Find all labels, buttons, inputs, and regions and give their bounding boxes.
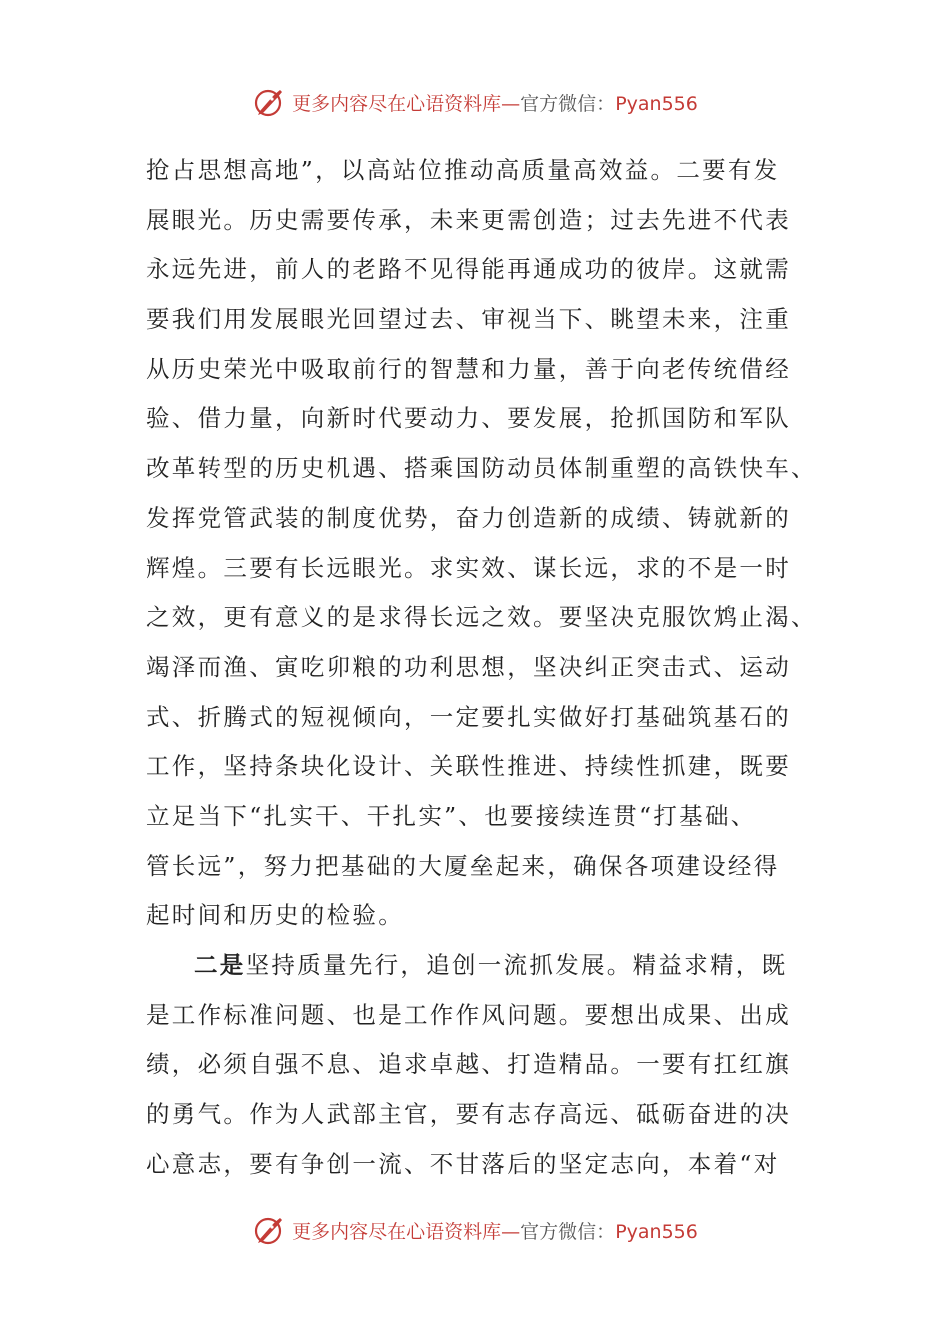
text-line: 发挥党管武装的制度优势，奋力创造新的成绩、铸就新的	[146, 503, 791, 532]
document-body	[146, 146, 816, 1189]
banner-label: 官方微信：	[520, 1220, 616, 1243]
text-line: 改革转型的历史机遇、搭乘国防动员体制重塑的高铁快车、	[146, 454, 817, 483]
text-line: 的勇气。作为人武部主官，要有志存高远、砥砺奋进的决	[146, 1100, 791, 1129]
text-line: 式、折腾式的短视倾向，一定要扎实做好打基础筑基石的	[146, 702, 791, 731]
text-line: 管长远”，努力把基础的大厦垒起来，确保各项建设经得	[146, 851, 780, 880]
text-line: 要我们用发展眼光回望过去、审视当下、眺望未来，注重	[146, 305, 791, 334]
text-line: 工作，坚持条块化设计、关联性推进、持续性抓建，既要	[146, 752, 791, 781]
footer-banner	[0, 1210, 950, 1250]
banner-label: 官方微信：	[520, 92, 616, 115]
text-line: 永远先进，前人的老路不见得能再通成功的彼岸。这就需	[146, 255, 791, 284]
banner-separator: —	[501, 1220, 521, 1243]
text-line: 抢占思想高地”，以高站位推动高质量高效益。二要有发	[146, 156, 780, 184]
banner-main-text: 更多内容尽在心语资料库	[292, 92, 502, 115]
text-line: 是工作标准问题、也是工作作风问题。要想出成果、出成	[146, 1000, 791, 1029]
text-line: 展眼光。历史需要传承，未来更需创造；过去先进不代表	[146, 205, 791, 234]
banner-wechat-id: Pyan556	[615, 1220, 698, 1243]
banner-main-text: 更多内容尽在心语资料库	[292, 1220, 502, 1243]
paragraph-2-first-text: 坚持质量先行，追创一流抓发展。精益求精，既	[245, 951, 788, 979]
text-line: 心意志，要有争创一流、不甘落后的坚定志向，本着“对	[146, 1149, 780, 1178]
pen-nib-logo-icon	[252, 84, 288, 120]
text-line: 验、借力量，向新时代要动力、要发展，抢抓国防和军队	[146, 404, 791, 433]
paragraph-2-lead: 二是	[194, 951, 246, 979]
text-line: 起时间和历史的检验。	[146, 901, 404, 930]
text-line: 之效，更有意义的是求得长远之效。要坚决克服饮鸩止渴、	[146, 603, 817, 632]
text-line: 立足当下“扎实干、干扎实”、也要接续连贯“打基础、	[146, 801, 757, 830]
pen-nib-logo-icon	[252, 1212, 288, 1248]
banner-separator: —	[501, 92, 521, 115]
text-line: 辉煌。三要有长远眼光。求实效、谋长远，求的不是一时	[146, 553, 791, 582]
paragraph-2-first-line	[146, 941, 816, 991]
header-banner	[0, 82, 950, 122]
text-line: 绩，必须自强不息、追求卓越、打造精品。一要有扛红旗	[146, 1050, 791, 1079]
text-line: 竭泽而渔、寅吃卯粮的功利思想，坚决纠正突击式、运动	[146, 652, 791, 681]
text-line: 从历史荣光中吸取前行的智慧和力量，善于向老传统借经	[146, 354, 791, 383]
banner-wechat-id: Pyan556	[615, 92, 698, 115]
